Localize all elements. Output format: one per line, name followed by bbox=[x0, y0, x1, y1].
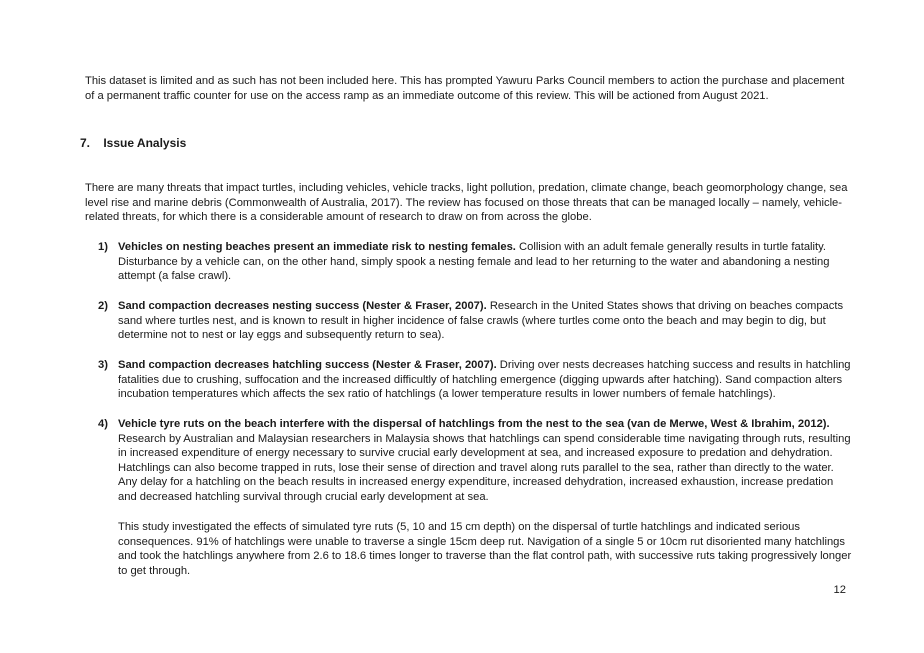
list-item bbox=[98, 240, 858, 284]
list-item-heading: Vehicle tyre ruts on the beach interfere with the dispersal of hatchlings from the nest to the sea (van de Merwe, West & Ibrahim, 2012). bbox=[118, 418, 830, 430]
section-number: 7. bbox=[80, 136, 91, 150]
intro-paragraph: This dataset is limited and as such has not been included here. This has prompted Yawuru Parks Council members to action the purchase and placement of a permanent traffic counter for use on the access ramp as an immediate outcome of this review. This will be actioned from August 2021. bbox=[85, 75, 845, 102]
list-item bbox=[98, 358, 858, 402]
section-title: Issue Analysis bbox=[103, 136, 187, 150]
page-number: 12 bbox=[833, 584, 846, 596]
list-item-text: Research by Australian and Malaysian researchers in Malaysia shows that hatchlings can spend considerable time navigating through ruts, resulting in increased expenditure of energy necessary to survive crucial early development at sea, and increased exposure to predation and dehydration. Hatchlings can also become trapped in ruts, lose their sense of direction and travel along ruts parallel to the sea, rather than directly to the water. Any delay for a hatchling on the beach results in increased energy expenditure, increased dehydration, increased exhaustion, increase predation and decreased hatchling survival through crucial early development at sea. bbox=[118, 432, 851, 503]
list-item-text: Research in the United States shows that driving on beaches compacts sand where turtles nest, and is known to result in higher incidence of false crawls (where turtles come onto the beach and may begin to dig, but determine not to nest or lay eggs and subsequently return to sea). bbox=[118, 300, 844, 342]
list-item bbox=[98, 299, 858, 343]
list-item-heading: Vehicles on nesting beaches present an immediate risk to nesting females. bbox=[118, 241, 516, 253]
list-item-marker: 3) bbox=[98, 359, 108, 371]
list-item-marker: 2) bbox=[98, 300, 108, 312]
list-item-heading: Sand compaction decreases nesting success (Nester & Fraser, 2007). bbox=[118, 300, 487, 312]
list-item-body bbox=[118, 417, 853, 505]
list-item-marker: 4) bbox=[98, 418, 108, 430]
study-paragraph: This study investigated the effects of simulated tyre ruts (5, 10 and 15 cm depth) on the dispersal of turtle hatchlings and indicated serious consequences. 91% of hatchlings were unable to traverse a single 15cm deep rut. Navigation of a single 5 or 10cm rut disoriented many hatchlings and took the hatchlings anywhere from 2.6 to 18.6 times longer to traverse than the flat control path, with successive ruts taking progressively longer to get through. bbox=[118, 521, 852, 577]
lead-paragraph: There are many threats that impact turtles, including vehicles, vehicle tracks, light pollution, predation, climate change, beach geomorphology change, sea level rise and marine debris (Commonwealth of Australia, 2017). The review has focused on those threats that can be managed locally – namely, vehicle-related threats, for which there is a considerable amount of research to draw on from across the globe. bbox=[85, 182, 848, 224]
list-item-heading: Sand compaction decreases hatchling success (Nester & Fraser, 2007). bbox=[118, 359, 497, 371]
list-item-text: Driving over nests decreases hatching success and results in hatchling fatalities due to crushing, suffocation and the increased difficultly of hatchling emergence (digging upwards after hatching). Sand compaction alters incubation temperatures which affects the sex ratio of hatchlings (a lower temperature results in lower numbers of female hatchlings). bbox=[118, 359, 851, 401]
section-heading bbox=[80, 136, 186, 151]
list-item-body bbox=[118, 240, 853, 284]
list-item-body bbox=[118, 358, 853, 402]
list-item bbox=[98, 417, 858, 505]
list-item-text: Collision with an adult female generally results in turtle fatality. Disturbance by a vehicle can, on the other hand, simply spook a nesting female and lead to her returning to the water and abandoning a nesting attempt (a false crawl). bbox=[118, 241, 830, 283]
list-item-marker: 1) bbox=[98, 241, 108, 253]
list-item-body bbox=[118, 299, 853, 343]
